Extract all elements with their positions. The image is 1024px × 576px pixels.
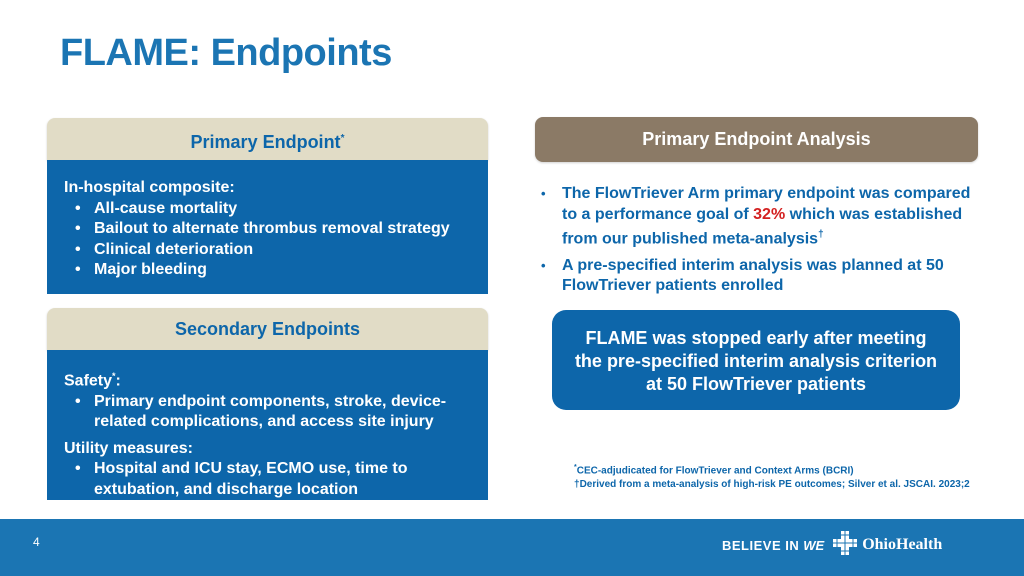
- footnote-2-mark: †: [574, 479, 580, 491]
- analysis-bullet-interim: • A pre-specified interim analysis was planned at 50 FlowTriever patients enrolled: [540, 256, 980, 297]
- secondary-endpoints-header: [47, 308, 488, 350]
- list-item: • All-cause mortality: [64, 199, 474, 220]
- primary-endpoint-panel: [47, 160, 488, 294]
- analysis-text-2: which was established from our published meta-analysis: [562, 205, 963, 248]
- utility-label: Utility measures:: [64, 439, 193, 457]
- analysis-list: [540, 184, 980, 303]
- primary-endpoint-heading: Primary Endpoint: [190, 132, 341, 152]
- brand-name: OhioHealth: [862, 536, 943, 553]
- safety-label-text: Safety: [64, 372, 113, 390]
- ohiohealth-cross-icon: [832, 530, 858, 561]
- list-item: • Clinical deterioration: [64, 240, 474, 261]
- primary-endpoint-list: [64, 199, 474, 281]
- secondary-endpoints-panel: [47, 350, 488, 500]
- list-item: • Major bleeding: [64, 260, 474, 281]
- composite-label: In-hospital composite:: [64, 179, 235, 196]
- footnote-1: [574, 461, 970, 478]
- list-item: • Bailout to alternate thrombus removal strategy: [64, 219, 474, 240]
- primary-endpoint-header: [47, 118, 488, 160]
- safety-label: [64, 366, 474, 392]
- safety-asterisk: *: [112, 371, 116, 381]
- footnote-2-text: Derived from a meta-analysis of high-risk PE outcomes; Silver et al. JSCAI. 2023;2: [579, 479, 970, 491]
- performance-goal-value: 32%: [753, 205, 786, 223]
- footer-bar: [0, 519, 1024, 576]
- analysis-header: Primary Endpoint Analysis: [535, 117, 978, 162]
- safety-list: [64, 392, 474, 433]
- list-item: • Primary endpoint components, stroke, device-related complications, and access site injury: [64, 392, 474, 433]
- footnote-2: [574, 478, 970, 492]
- analysis-text-1: The FlowTriever Arm primary endpoint was compared to a performance goal of: [562, 185, 971, 223]
- slide-title: FLAME: Endpoints: [60, 32, 392, 74]
- early-stop-callout: FLAME was stopped early after meeting the pre-specified interim analysis criterion at 50 FlowTriever patients: [552, 310, 960, 410]
- footnote-1-mark: *: [574, 464, 577, 471]
- primary-endpoint-asterisk: *: [340, 133, 345, 144]
- footnote-1-text: CEC-adjudicated for FlowTriever and Context Arms (BCRI): [576, 465, 854, 477]
- list-item: • Hospital and ICU stay, ECMO use, time to extubation, and discharge location: [64, 459, 474, 500]
- tagline-we: WE: [803, 537, 825, 553]
- footnotes: [574, 461, 970, 492]
- brand-logo: [722, 530, 942, 560]
- analysis-bullet-goal: [540, 184, 980, 250]
- tagline: BELIEVE IN: [722, 537, 800, 553]
- page-number: 4: [33, 535, 40, 549]
- secondary-endpoints-heading: Secondary Endpoints: [174, 319, 361, 339]
- utility-list: [64, 459, 474, 500]
- dagger-mark: †: [818, 229, 824, 240]
- safety-colon: :: [115, 372, 121, 390]
